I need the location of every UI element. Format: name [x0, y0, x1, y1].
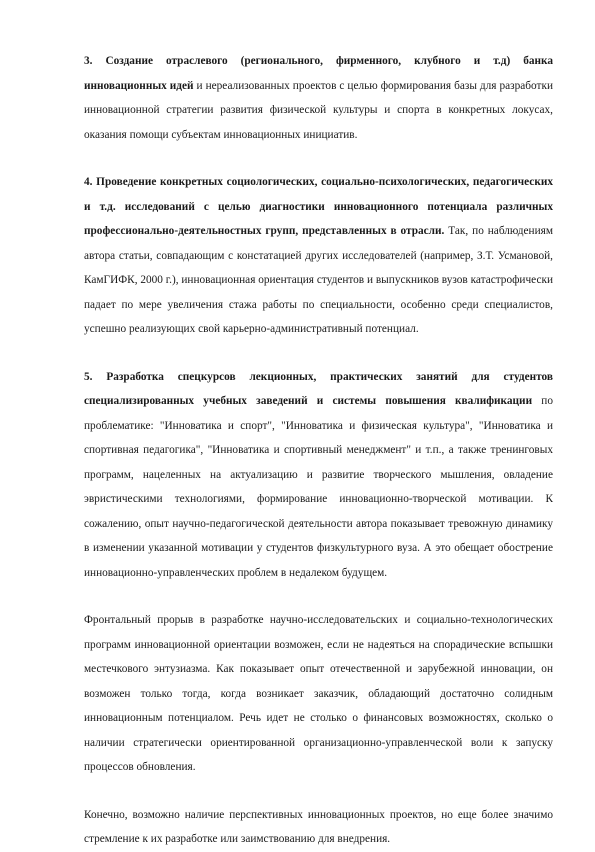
paragraph-heading: 5. Разработка спецкурсов лекционных, практических занятий для студентов специализированных учебных заведений и системы повышения квалификации: [84, 370, 553, 407]
paragraph-heading: 4. Проведение конкретных социологических, социально-психологических, педагогических и т.д. исследований с целью диагностики инновационного потенциала различных профессионально-деятельностных групп, представленных в отрасли.: [84, 176, 553, 237]
document-body: [84, 49, 553, 852]
paragraph-text: Конечно, возможно наличие перспективных инновационных проектов, но еще более значимо стремление к их разработке или заимствованию для внедрения.: [84, 808, 553, 845]
paragraph-5-special-courses: [84, 365, 553, 586]
paragraph-text: Фронтальный прорыв в разработке научно-исследовательских и социально-технологических программ инновационной ориентации возможен, если не надеяться на спорадические вспышки местечкового энтузиазма. Как показывает опыт отечественной и зарубежной инновации, он возможен только тогда, когда возникает заказчик, обладающий достаточно солидным инновационным потенциалом. Речь идет не столько о финансовых возможностях, сколько о наличии стратегически ориентированной организационно-управленческой воли к запуску процессов обновления.: [84, 614, 553, 773]
paragraph-text: и нереализованных проектов с целью формирования базы для разработки инновационной стратегии развития физической культуры и спорта в конкретных локусах, оказания помощи субъектам инновационных инициатив.: [84, 79, 553, 141]
paragraph-frontal-breakthrough: [84, 608, 553, 780]
paragraph-conclusion: [84, 803, 553, 852]
paragraph-text: Так, по наблюдениям автора статьи, совпадающим с констатацией других исследователей (например, З.Т. Усмановой, КамГИФК, 2000 г.), инновационная ориентация студентов и выпускников вузов катастрофически падает по мере увеличения стажа работы по специальности, особенно среди специалистов, успешно реализующих свой карьерно-административный потенциал.: [84, 225, 553, 335]
paragraph-4-research: [84, 170, 553, 342]
paragraph-3-bank-of-ideas: [84, 49, 553, 147]
paragraph-heading: 3. Создание отраслевого (регионального, фирменного, клубного и т.д) банка инновационных идей: [84, 55, 553, 92]
paragraph-text: по проблематике: "Инноватика и спорт", "Инноватика и физическая культура", "Инноватика и спортивная педагогика", "Инноватика и спортивный менеджмент" и т.п., а также тренинговых программ, нацеленных на актуализацию и развитие творческого мышления, овладение эвристическими технологиями, формирование инновационно-творческой мотивации. К сожалению, опыт научно-педагогической деятельности автора показывает тревожную динамику в изменении указанной мотивации у студентов физкультурного вуза. А это обещает обострение инновационно-управленческих проблем в недалеком будущем.: [84, 395, 553, 579]
